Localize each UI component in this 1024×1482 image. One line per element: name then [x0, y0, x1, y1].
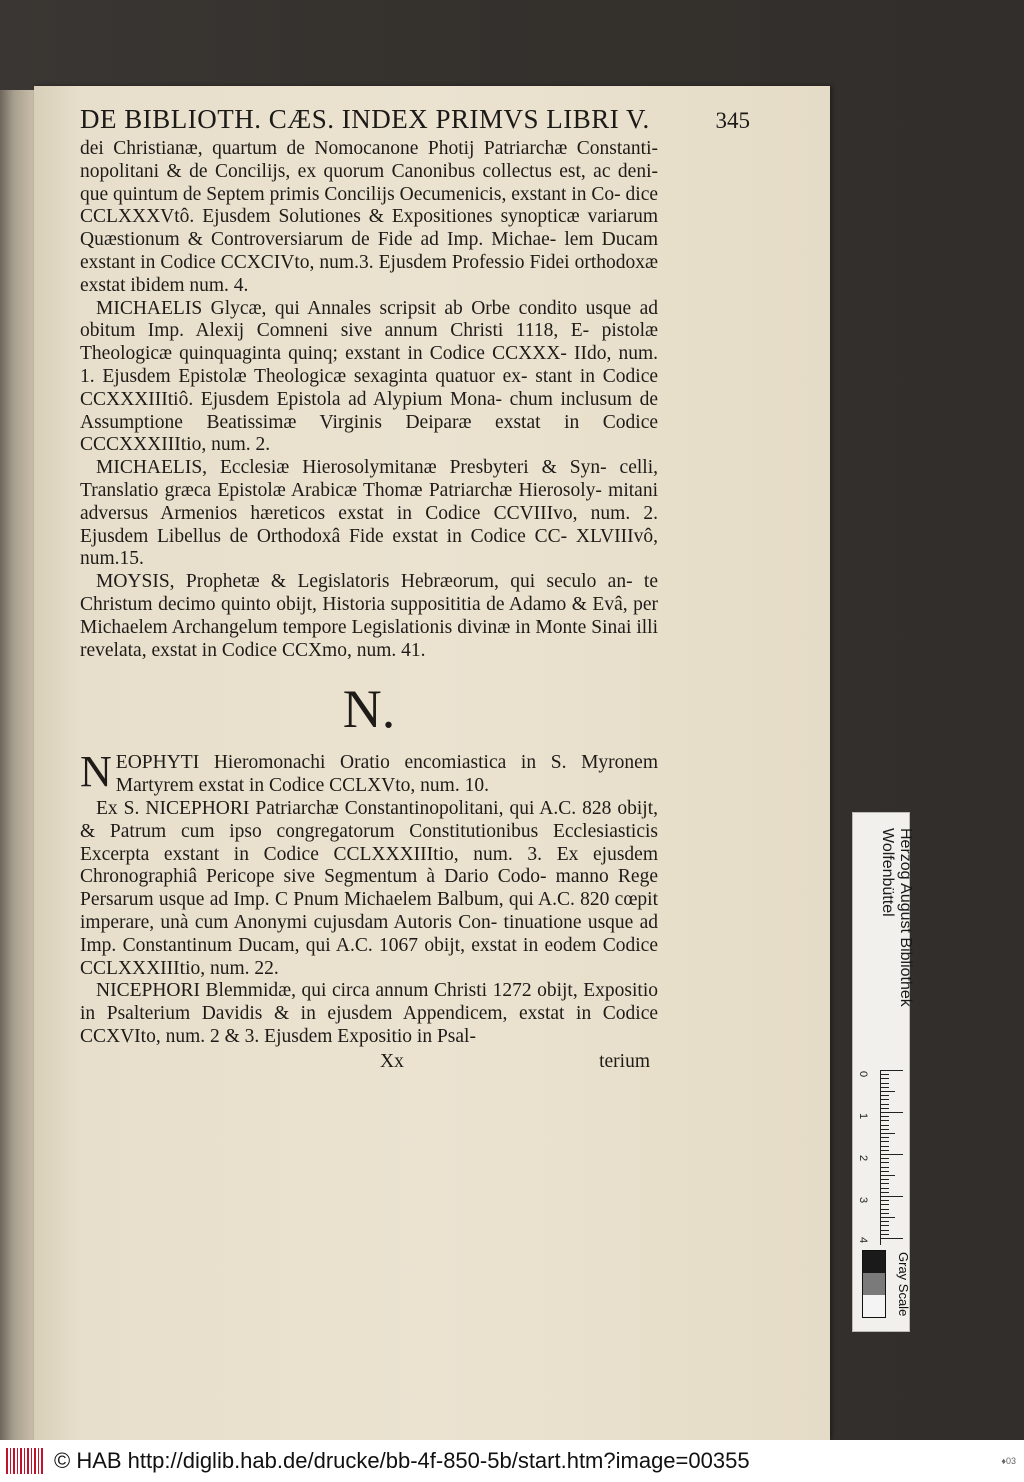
scale-tick — [881, 1217, 895, 1218]
main-text — [80, 138, 658, 1073]
paragraph — [80, 747, 658, 798]
gray-swatch-dark — [863, 1251, 885, 1273]
library-name: Herzog August Bibliothek — [897, 828, 914, 1007]
scale-tick — [881, 1175, 895, 1176]
scale-tick — [881, 1116, 889, 1117]
scale-tick — [881, 1099, 889, 1100]
paragraph: Ex S. NICEPHORI Patriarchæ Constantinopolitani, qui A.C. 828 obijt, & Patrum cum ipso congregatorum Constitutionibus Ecclesiasticis Excerpta exstant in Codice CCLXXXIIItio, num. 3. Ex ejusdem Chronographiâ Pericope sive Segmentum à Dario Codo- manno Rege Persarum usque ad Imp. C Pnum Michaelem Balbum, qui A.C. 820 cœpit imperare, unà cum Anonymi cujusdam Autoris Con- tinuatione usque ad Imp. Constantinum Ducam, qui A.C. 1067 obijt, exstat in eodem Codice CCLXXXIIItio, num. 22. — [80, 797, 658, 979]
scale-tick — [881, 1230, 889, 1231]
scale-tick — [881, 1083, 889, 1084]
signature-mark: Xx — [380, 1050, 404, 1072]
scale-number: 4 — [857, 1236, 870, 1244]
scale-tick — [881, 1141, 889, 1142]
paragraph-text: EOPHYTI Hieromonachi Oratio encomiastica in S. Myronem Martyrem exstat in Codice CCLXVto, num. 10. — [115, 752, 658, 797]
gray-swatch-mid — [863, 1273, 885, 1295]
scale-tick — [881, 1196, 903, 1197]
scale-tick — [881, 1209, 889, 1210]
gray-scale-swatches — [862, 1250, 886, 1318]
scale-tick — [881, 1192, 889, 1193]
scale-tick — [881, 1146, 889, 1147]
scale-tick — [881, 1108, 889, 1109]
scale-number: 0 — [857, 1070, 870, 1078]
gray-scale-label: Gray Scale — [896, 1252, 911, 1317]
scale-tick — [881, 1221, 889, 1222]
paragraph: MOYSIS, Prophetæ & Legislatoris Hebræorum, qui seculo an- te Christum decimo quinto obijt, Historia supposititia de Adamo & Evâ, per Michaelem Archangelum tempore Legislationis divinæ in Monte Sinai illi revelata, exstat in Codice CCXmo, num. 41. — [80, 571, 658, 661]
paragraph: MICHAELIS Glycæ, qui Annales scripsit ab Orbe condito usque ad obitum Imp. Alexij Comneni sive annum Christi 1118, E- pistolæ Theologicæ quinquaginta quinq; exstant in Codice CCXXX- IIdo, num. 1. Ejusdem Epistolæ Theologicæ sexaginta quatuor ex- stant in Codice CCXXXIIItiô. Ejusdem Epistola ad Alypium Mona- chum inclusum de Assumptione Beatissimæ Virginis Deiparæ exstat in Codice CCCXXXIIItio, num. 2. — [80, 297, 658, 456]
scale-tick — [881, 1179, 889, 1180]
scale-tick — [881, 1074, 889, 1075]
scale-number: 2 — [857, 1154, 870, 1162]
scale-tick — [881, 1070, 903, 1071]
scale-tick — [881, 1133, 895, 1134]
scale-tick — [881, 1129, 889, 1130]
scale-tick — [881, 1204, 889, 1205]
page-number: 345 — [715, 108, 750, 133]
scale-tick — [881, 1137, 889, 1138]
scale-tick — [881, 1078, 889, 1079]
hab-logo-icon — [6, 1448, 44, 1474]
scale-tick — [881, 1225, 889, 1226]
section-heading: N. — [342, 679, 396, 740]
scale-tick — [881, 1150, 889, 1151]
scale-tick — [881, 1112, 903, 1113]
page-footer-marks — [80, 1051, 658, 1074]
running-title: DE BIBLIOTH. CÆS. INDEX PRIMVS LIBRI V. — [80, 104, 650, 134]
library-label — [878, 828, 914, 1007]
scale-tick — [881, 1091, 895, 1092]
scale-tick — [881, 1087, 889, 1088]
scale-tick — [881, 1120, 889, 1121]
catchword: terium — [599, 1050, 650, 1072]
paragraph: dei Christianæ, quartum de Nomocanone Photij Patriarchæ Constanti- nopolitani & de Concilijs, ex quorum Canonibus collectus est, ac deni- que quintum de Septem primis Concilijs Oecumenicis, exstant in Co- dice CCLXXXVtô. Ejusdem Solutiones & Expositiones synopticæ variarum Quæstionum & Controversiarum de Fide ad Imp. Michae- lem Ducam exstant in Codice CCXCIVto, num.3. Ejusdem Professio Fidei orthodoxæ exstat ibidem num. 4. — [80, 138, 658, 296]
scale-tick — [881, 1238, 903, 1239]
previous-page-edge — [0, 90, 34, 1440]
drop-cap: N — [80, 747, 112, 797]
scale-tick — [881, 1158, 889, 1159]
scale-tick — [881, 1167, 889, 1168]
scale-tick — [881, 1234, 889, 1235]
scale-tick — [881, 1213, 889, 1214]
scale-tick — [881, 1104, 889, 1105]
copyright-bar — [0, 1440, 1024, 1482]
scale-tick — [881, 1095, 889, 1096]
scale-tick — [881, 1183, 889, 1184]
library-city: Wolfenbüttel — [879, 828, 896, 917]
scale-tick — [881, 1188, 889, 1189]
scale-number: 1 — [857, 1112, 870, 1120]
gray-swatch-light — [863, 1295, 885, 1317]
scale-tick — [881, 1162, 889, 1163]
scale-tick — [881, 1154, 903, 1155]
cm-scale — [880, 1070, 905, 1245]
scale-number: 3 — [857, 1196, 870, 1204]
paragraph: MICHAELIS, Ecclesiæ Hierosolymitanæ Presbyteri & Syn- celli, Translatio græca Epistolæ Arabicæ Thomæ Patriarchæ Hierosoly- mitani adversus Armenios hæreticos exstat in Codice CCVIIIvo, num. 2. Ejusdem Libellus de Orthodoxâ Fide exstat in Codice CC- XLVIIIvô, num.15. — [80, 457, 658, 570]
scale-tick — [881, 1200, 889, 1201]
scale-tick — [881, 1171, 889, 1172]
copyright-link[interactable]: © HAB http://diglib.hab.de/drucke/bb-4f-850-5b/start.htm?image=00355 — [54, 1448, 750, 1473]
scale-tick — [881, 1125, 889, 1126]
footer-small-mark: ♦03 — [1001, 1456, 1016, 1466]
page-header — [80, 104, 750, 135]
paragraph: NICEPHORI Blemmidæ, qui circa annum Christi 1272 obijt, Expositio in Psalterium Davidis & in ejusdem Appendicem, exstat in Codice CCXVIto, num. 2 & 3. Ejusdem Expositio in Psal- — [80, 980, 658, 1047]
